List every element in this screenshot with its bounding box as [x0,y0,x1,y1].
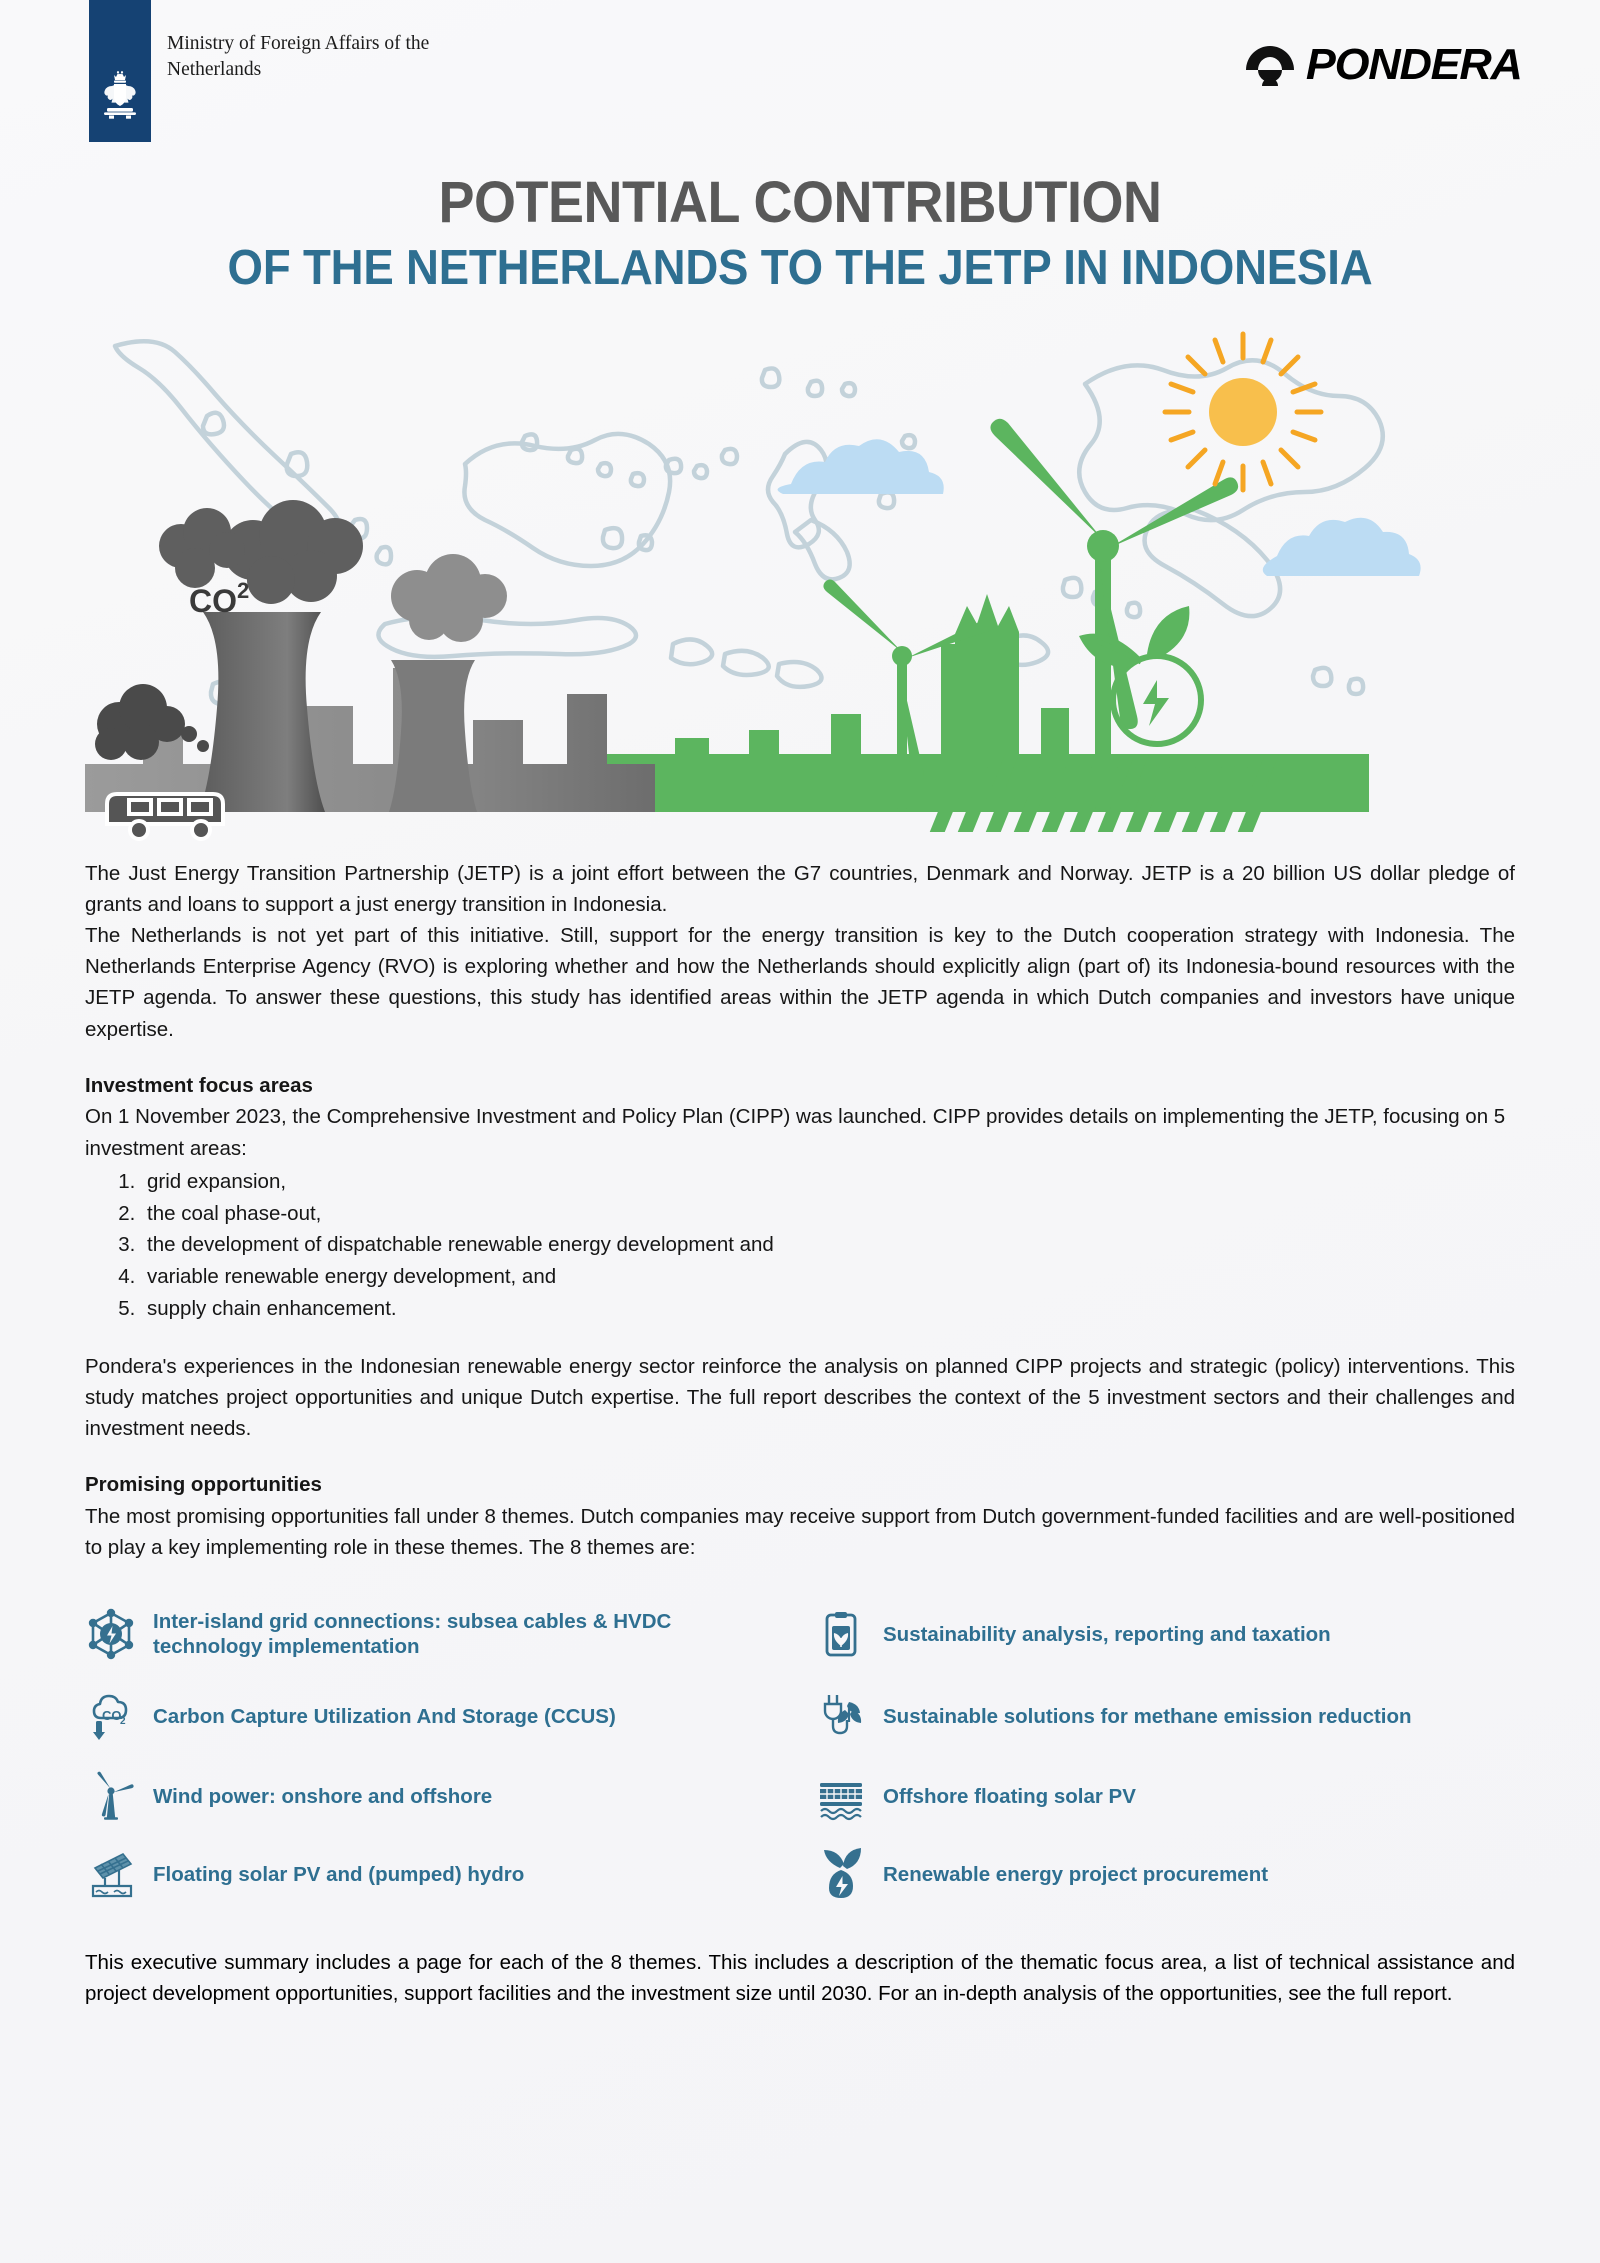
theme-item-sustainability-analysis[interactable] [815,1593,1515,1675]
footer-note [85,1947,1515,2009]
theme-label: Floating solar PV and (pumped) hydro [153,1862,525,1886]
pondera-arc-logo-icon [1244,40,1300,90]
theme-label: Sustainability analysis, reporting and taxation [883,1622,1331,1646]
fossil-grey-scene [85,500,655,839]
theme-label: Carbon Capture Utilization And Storage (CCUS) [153,1704,616,1728]
themes-grid [85,1593,1515,1913]
pondera-logo [1244,40,1523,90]
page-title-line2: OF THE NETHERLANDS TO THE JETP IN INDONESIA [227,240,1373,295]
investment-areas-list [141,1166,1515,1325]
ministry-name-line1: Ministry of Foreign Affairs of the [167,33,430,55]
theme-label: Inter-island grid connections: subsea cables & HVDC technology implementation [153,1610,672,1659]
renewable-green-scene [605,334,1421,832]
netherlands-coat-of-arms-icon [96,70,144,126]
wind-turbine-icon [85,1770,137,1822]
theme-item-floating-solar-hydro[interactable] [85,1835,785,1913]
list-item: 5. supply chain enhancement. [141,1293,1515,1325]
clipboard-leaf-icon [815,1608,867,1660]
promising-opportunities-intro: The most promising opportunities fall under 8 themes. Dutch companies may receive support from Dutch government-funded facilities and are well-positioned to play a key implementing role in these themes. The 8 themes are: [85,1504,1515,1559]
ministry-flag-block [89,0,151,142]
co2-label: $CO^2$ [189,577,250,619]
themes-column-left [85,1593,785,1913]
list-item: 1. grid expansion, [141,1166,1515,1198]
investment-focus-heading: Investment focus areas [85,1073,313,1097]
list-item: 4. variable renewable energy development, and [141,1261,1515,1293]
page-header [0,0,1600,155]
theme-label: Offshore floating solar PV [883,1784,1136,1808]
theme-item-inter-island-grid[interactable] [85,1593,785,1675]
theme-label: Renewable energy project procurement [883,1862,1269,1886]
page-title [0,170,1600,296]
leaf-bolt-icon [815,1848,867,1900]
intro-paragraph-1: The Just Energy Transition Partnership (JETP) is a joint effort between the G7 countries, Denmark and Norway. JETP is a 20 billion US dollar pledge of grants and loans to support a just energy transition in Indonesia. [85,861,1515,916]
theme-label: Wind power: onshore and offshore [153,1784,493,1808]
list-item: 2. the coal phase-out, [141,1198,1515,1230]
theme-item-methane-reduction[interactable] [815,1675,1515,1757]
hero-illustration [85,324,1515,844]
svg-text:2: 2 [120,1716,126,1728]
offshore-solar-array-icon [815,1770,867,1822]
investment-focus-intro: On 1 November 2023, the Comprehensive Investment and Policy Plan (CIPP) was launched. CIPP provides details on implementing the JETP, focusing on 5 investment areas: [85,1105,1506,1160]
truck-icon [107,794,223,839]
footer-note-text: This executive summary includes a page for each of the 8 themes. This includes a description of the thematic focus area, a list of technical assistance and project development opportunities, support facilities and the investment size until 2030. For an in-depth analysis of the opportunities, see the full report. [85,1951,1515,2006]
svg-text:CO: CO [102,1708,122,1724]
document-body [85,858,1515,1563]
co2-cloud-down-arrow-icon [85,1690,137,1742]
plug-leaf-icon [815,1690,867,1742]
list-item: 3. the development of dispatchable renewable energy development and [141,1229,1515,1261]
wind-turbine-large [990,419,1238,812]
grid-network-bolt-icon [85,1608,137,1660]
theme-item-wind-power[interactable] [85,1757,785,1835]
theme-item-offshore-floating-solar[interactable] [815,1757,1515,1835]
investment-closing-paragraph: Pondera's experiences in the Indonesian renewable energy sector reinforce the analysis on planned CIPP projects and strategic (policy) interventions. This study matches project opportunities and unique Dutch expertise. The full report describes the context of the 5 investment sectors and their challenges and investment needs. [85,1354,1515,1440]
ministry-name [167,31,429,142]
floating-solar-panel-icon [85,1848,137,1900]
ministry-name-line2: Netherlands [167,58,262,80]
theme-label: Sustainable solutions for methane emission reduction [883,1704,1412,1728]
intro-paragraph-2: The Netherlands is not yet part of this initiative. Still, support for the energy transition is key to the Dutch cooperation strategy with Indonesia. The Netherlands Enterprise Agency (RVO) is exploring whether and how the Netherlands should explicitly align (part of) its Indonesia-bound resources with the JETP agenda. To answer these questions, this study has identified areas within the JETP agenda in which Dutch companies and investors have unique expertise. [85,924,1515,1041]
theme-item-renewable-procurement[interactable] [815,1835,1515,1913]
theme-item-ccus[interactable] [85,1675,785,1757]
ministry-logo [89,0,429,142]
promising-opportunities-heading: Promising opportunities [85,1473,322,1497]
page-title-line1: POTENTIAL CONTRIBUTION [438,170,1162,235]
sun-icon [1165,334,1321,490]
themes-column-right [815,1593,1515,1913]
pondera-wordmark: PONDERA [1306,40,1523,89]
